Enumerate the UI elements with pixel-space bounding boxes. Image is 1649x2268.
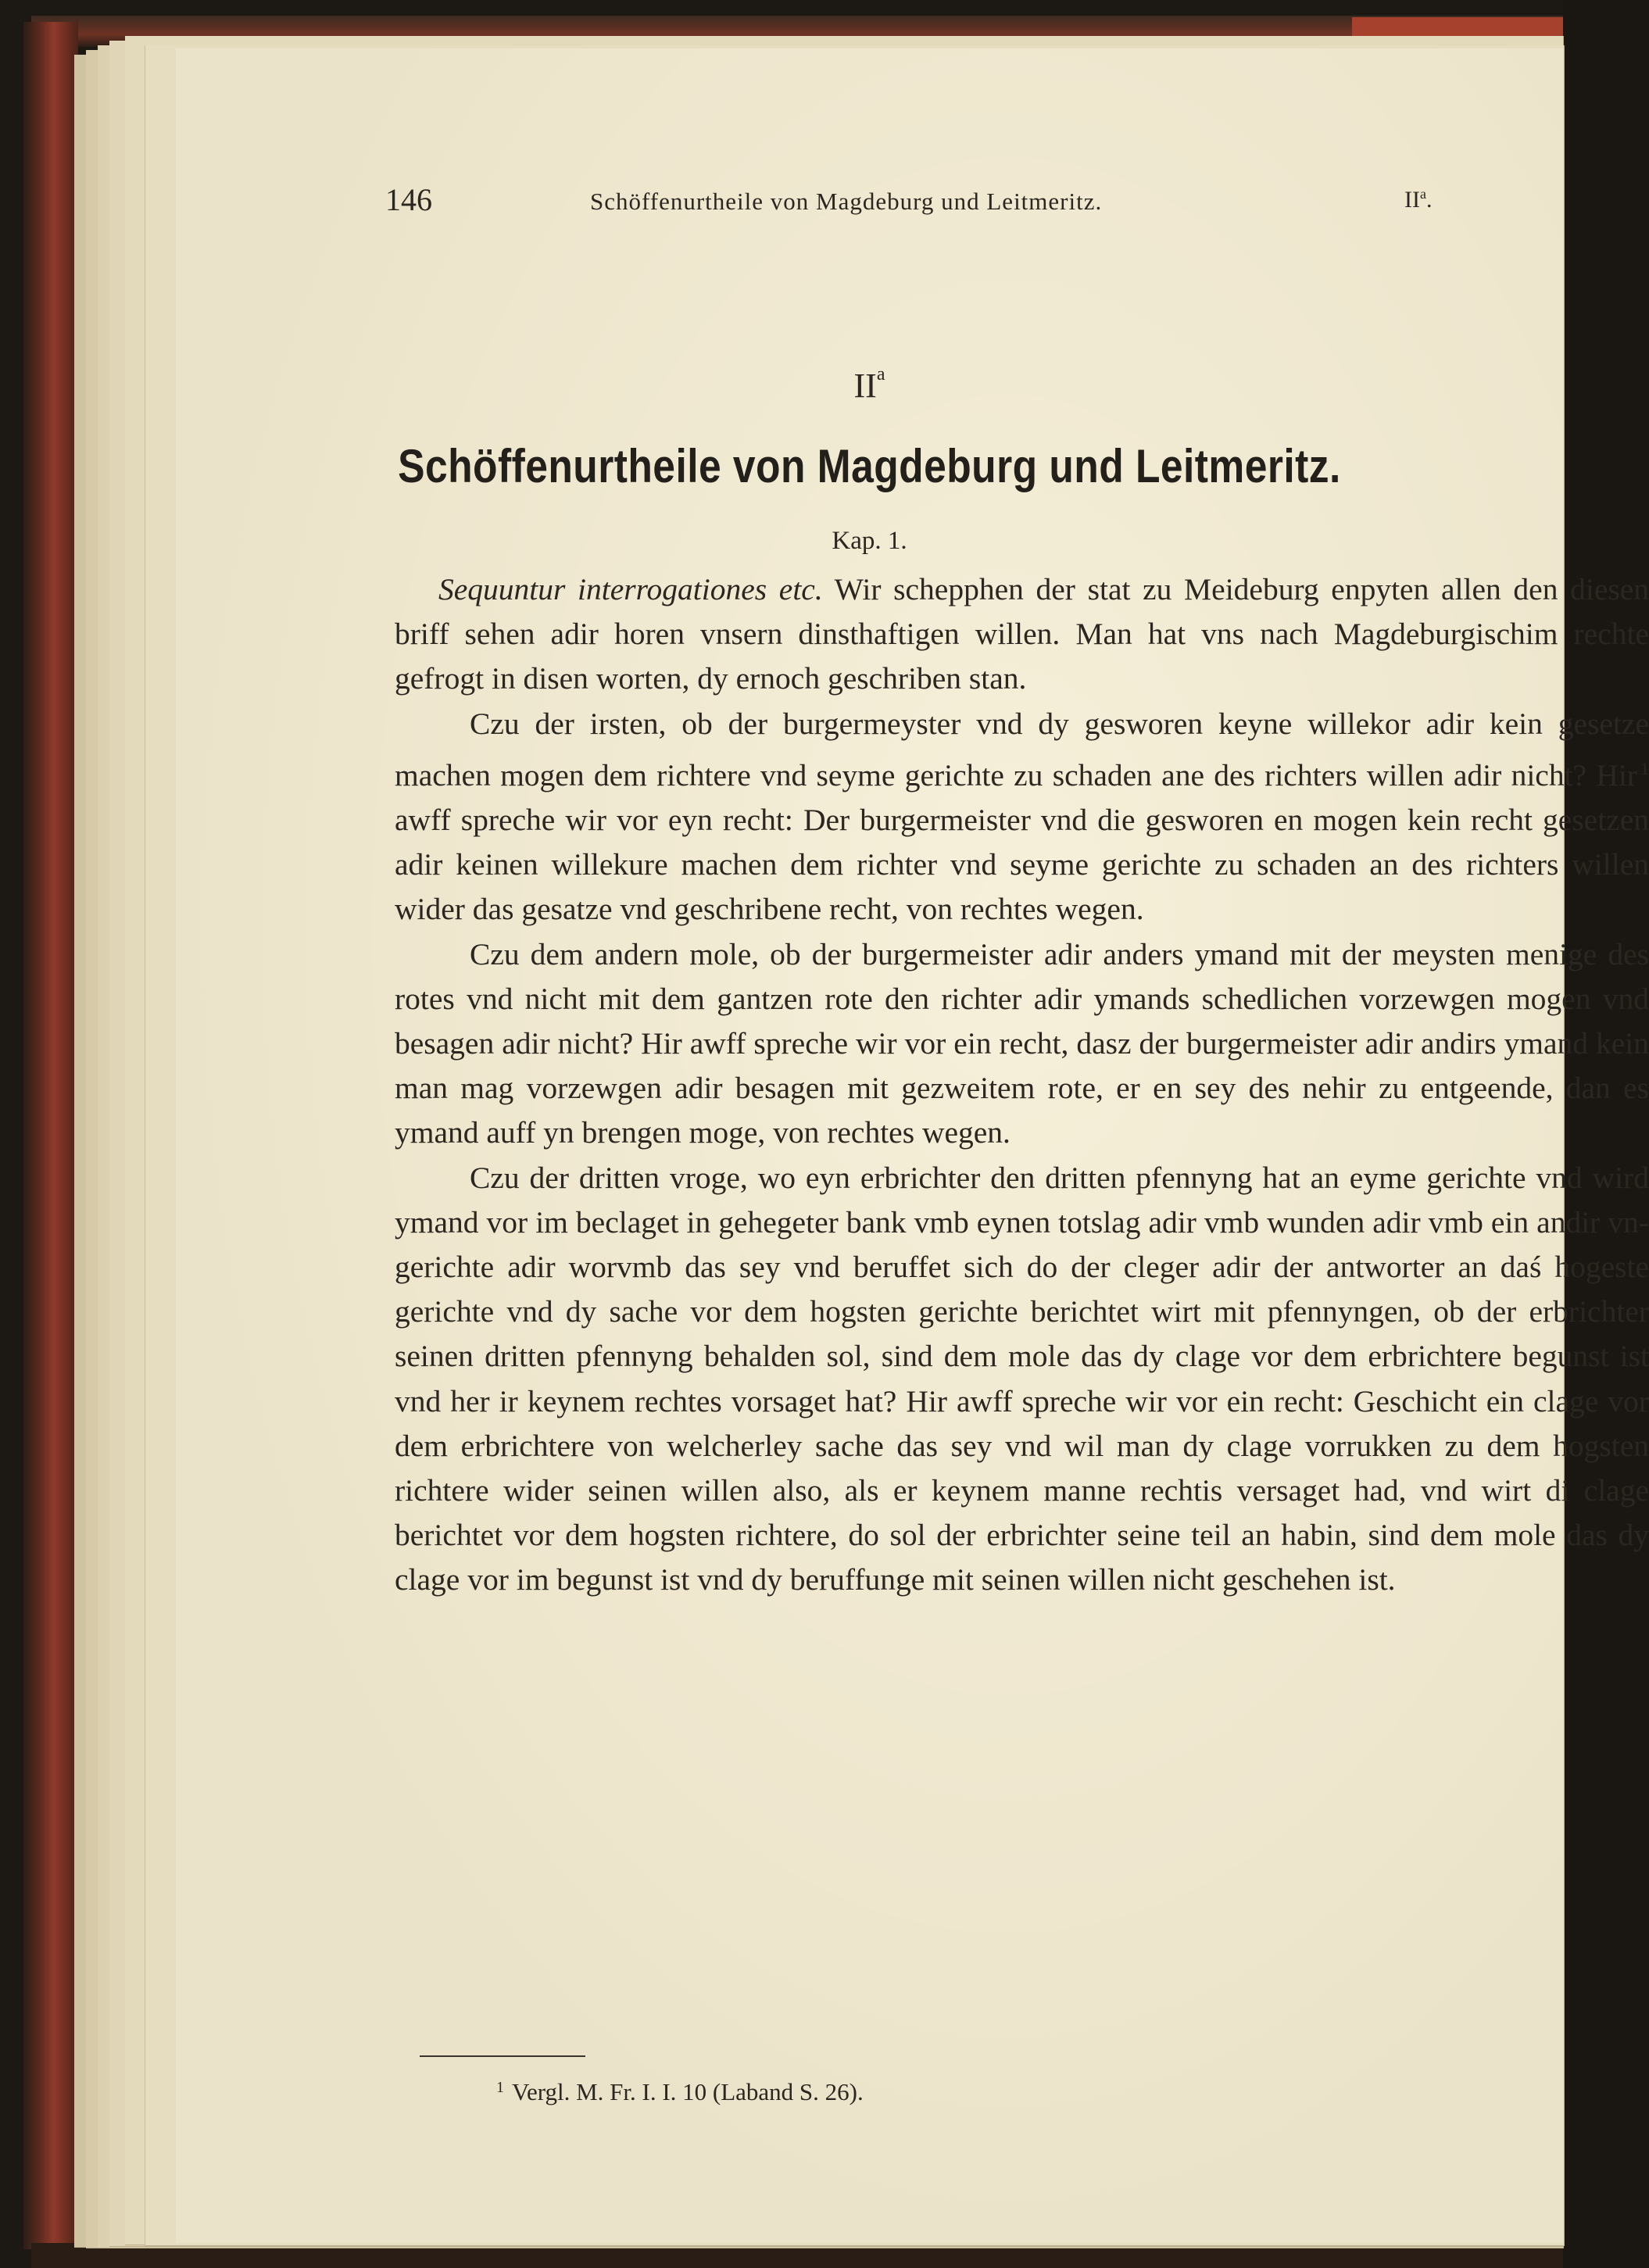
book-page <box>176 48 1649 2243</box>
paragraph <box>395 1156 1649 1603</box>
footnote-text: Vergl. M. Fr. I. I. 10 (Laband S. 26). <box>512 2078 864 2105</box>
running-head <box>176 181 1563 228</box>
body-text <box>395 567 1649 1603</box>
running-head-section-suffix: . <box>1425 187 1433 213</box>
paragraph-text: Czu der irsten, ob der burgermeyster vnd dy gesworen keyne willekor adir kein gesetze machen mogen dem richtere vnd seyme gerichte zu schaden ane des richters willen adir nicht? Hir <box>395 706 1649 792</box>
running-head-section-sup: a <box>1419 186 1426 202</box>
running-head-title: Schöffenurtheile von Magdeburg und Leitmeritz. <box>590 188 1103 215</box>
running-head-section <box>1404 186 1432 213</box>
page-number: 146 <box>385 182 432 217</box>
paragraph-text: Czu dem andern mole, ob der burgermeister adir anders ymand mit der meysten menige des rotes vnd nicht mit dem gantzen rote den richter adir ymands schedlichen vorzewgen mogen vnd besagen adir nicht? Hir awff spreche wir vor ein recht, dasz der burgermeister adir andirs ymand kein man mag vorzewgen adir besagen mit gezweitem rote, er en sey des nehir zu entgeende, dan es ymand auff yn brengen moge, von rechtes wegen. <box>395 936 1649 1150</box>
footnote <box>496 2078 864 2106</box>
paragraph-italic-lead: Sequuntur interrogationes etc. <box>438 572 823 606</box>
chapter-number: Kap. 1. <box>832 527 907 555</box>
footnote-mark: 1 <box>496 2079 504 2096</box>
paragraph-text: awff spreche wir vor eyn recht: Der burgermeister vnd die gesworen en mogen kein recht gesetzen adir keinen willekure machen dem richter vnd seyme gerichte zu schaden an des richters willen wider das gesatze vnd geschribene recht, von rechtes wegen. <box>395 803 1649 927</box>
paragraph-text: Czu der dritten vroge, wo eyn erbrichter den dritten pfennyng hat an eyme gerichte vnd wird ymand vor im beclaget in gehegeter bank vmb eynen totslag adir vmb wunden adir vmb ein andir vngerichte adir worvmb das sey vnd beruffet sich do der cleger adir der antworter an daś hogeste gerichte vnd dy sache vor dem hogsten gerichte berichtet wirt mit pfennyngen, ob der erbrichter seinen dritten pfennyng behalden sol, sind dem mole das dy clage vor dem erbrichtere begunst ist vnd her ir keynem rechtes vorsaget hat? Hir awff spreche wir vor ein recht: Geschicht ein clage vor dem erbrichtere von welcherley sache das sey vnd wil man dy clage vorrukken zu dem hogsten richtere wider seinen willen also, als er keynem manne rechtis versaget had, vnd wirt di clage berichtet vor dem hogsten richtere, do sol der erbrichter seine teil an habin, sind dem mole das dy clage vor im begunst ist vnd dy beruffunge mit seinen willen nicht geschehen ist. <box>395 1160 1649 1597</box>
running-head-section-label: II <box>1404 187 1420 213</box>
paragraph-text: Wir schepphen der stat zu Meideburg enpyten allen den diesen briff sehen adir horen vnsern dinsthaftigen willen. Man hat vns nach Magdeburgischim rechte gefrogt in disen worten, dy ernoch geschriben stan. <box>395 572 1649 696</box>
paragraph <box>395 932 1649 1156</box>
section-marker-label: II <box>853 367 877 405</box>
paragraph <box>395 702 1649 932</box>
book-cover-left-edge <box>23 22 78 2249</box>
footnote-reference[interactable]: 1 <box>1640 758 1649 778</box>
chapter-title: Schöffenurtheile von Magdeburg und Leitmeritz. <box>398 440 1341 492</box>
section-marker-sup: a <box>876 364 885 385</box>
section-marker <box>176 364 1563 406</box>
footnote-divider <box>420 2055 585 2057</box>
paragraph <box>395 567 1649 702</box>
